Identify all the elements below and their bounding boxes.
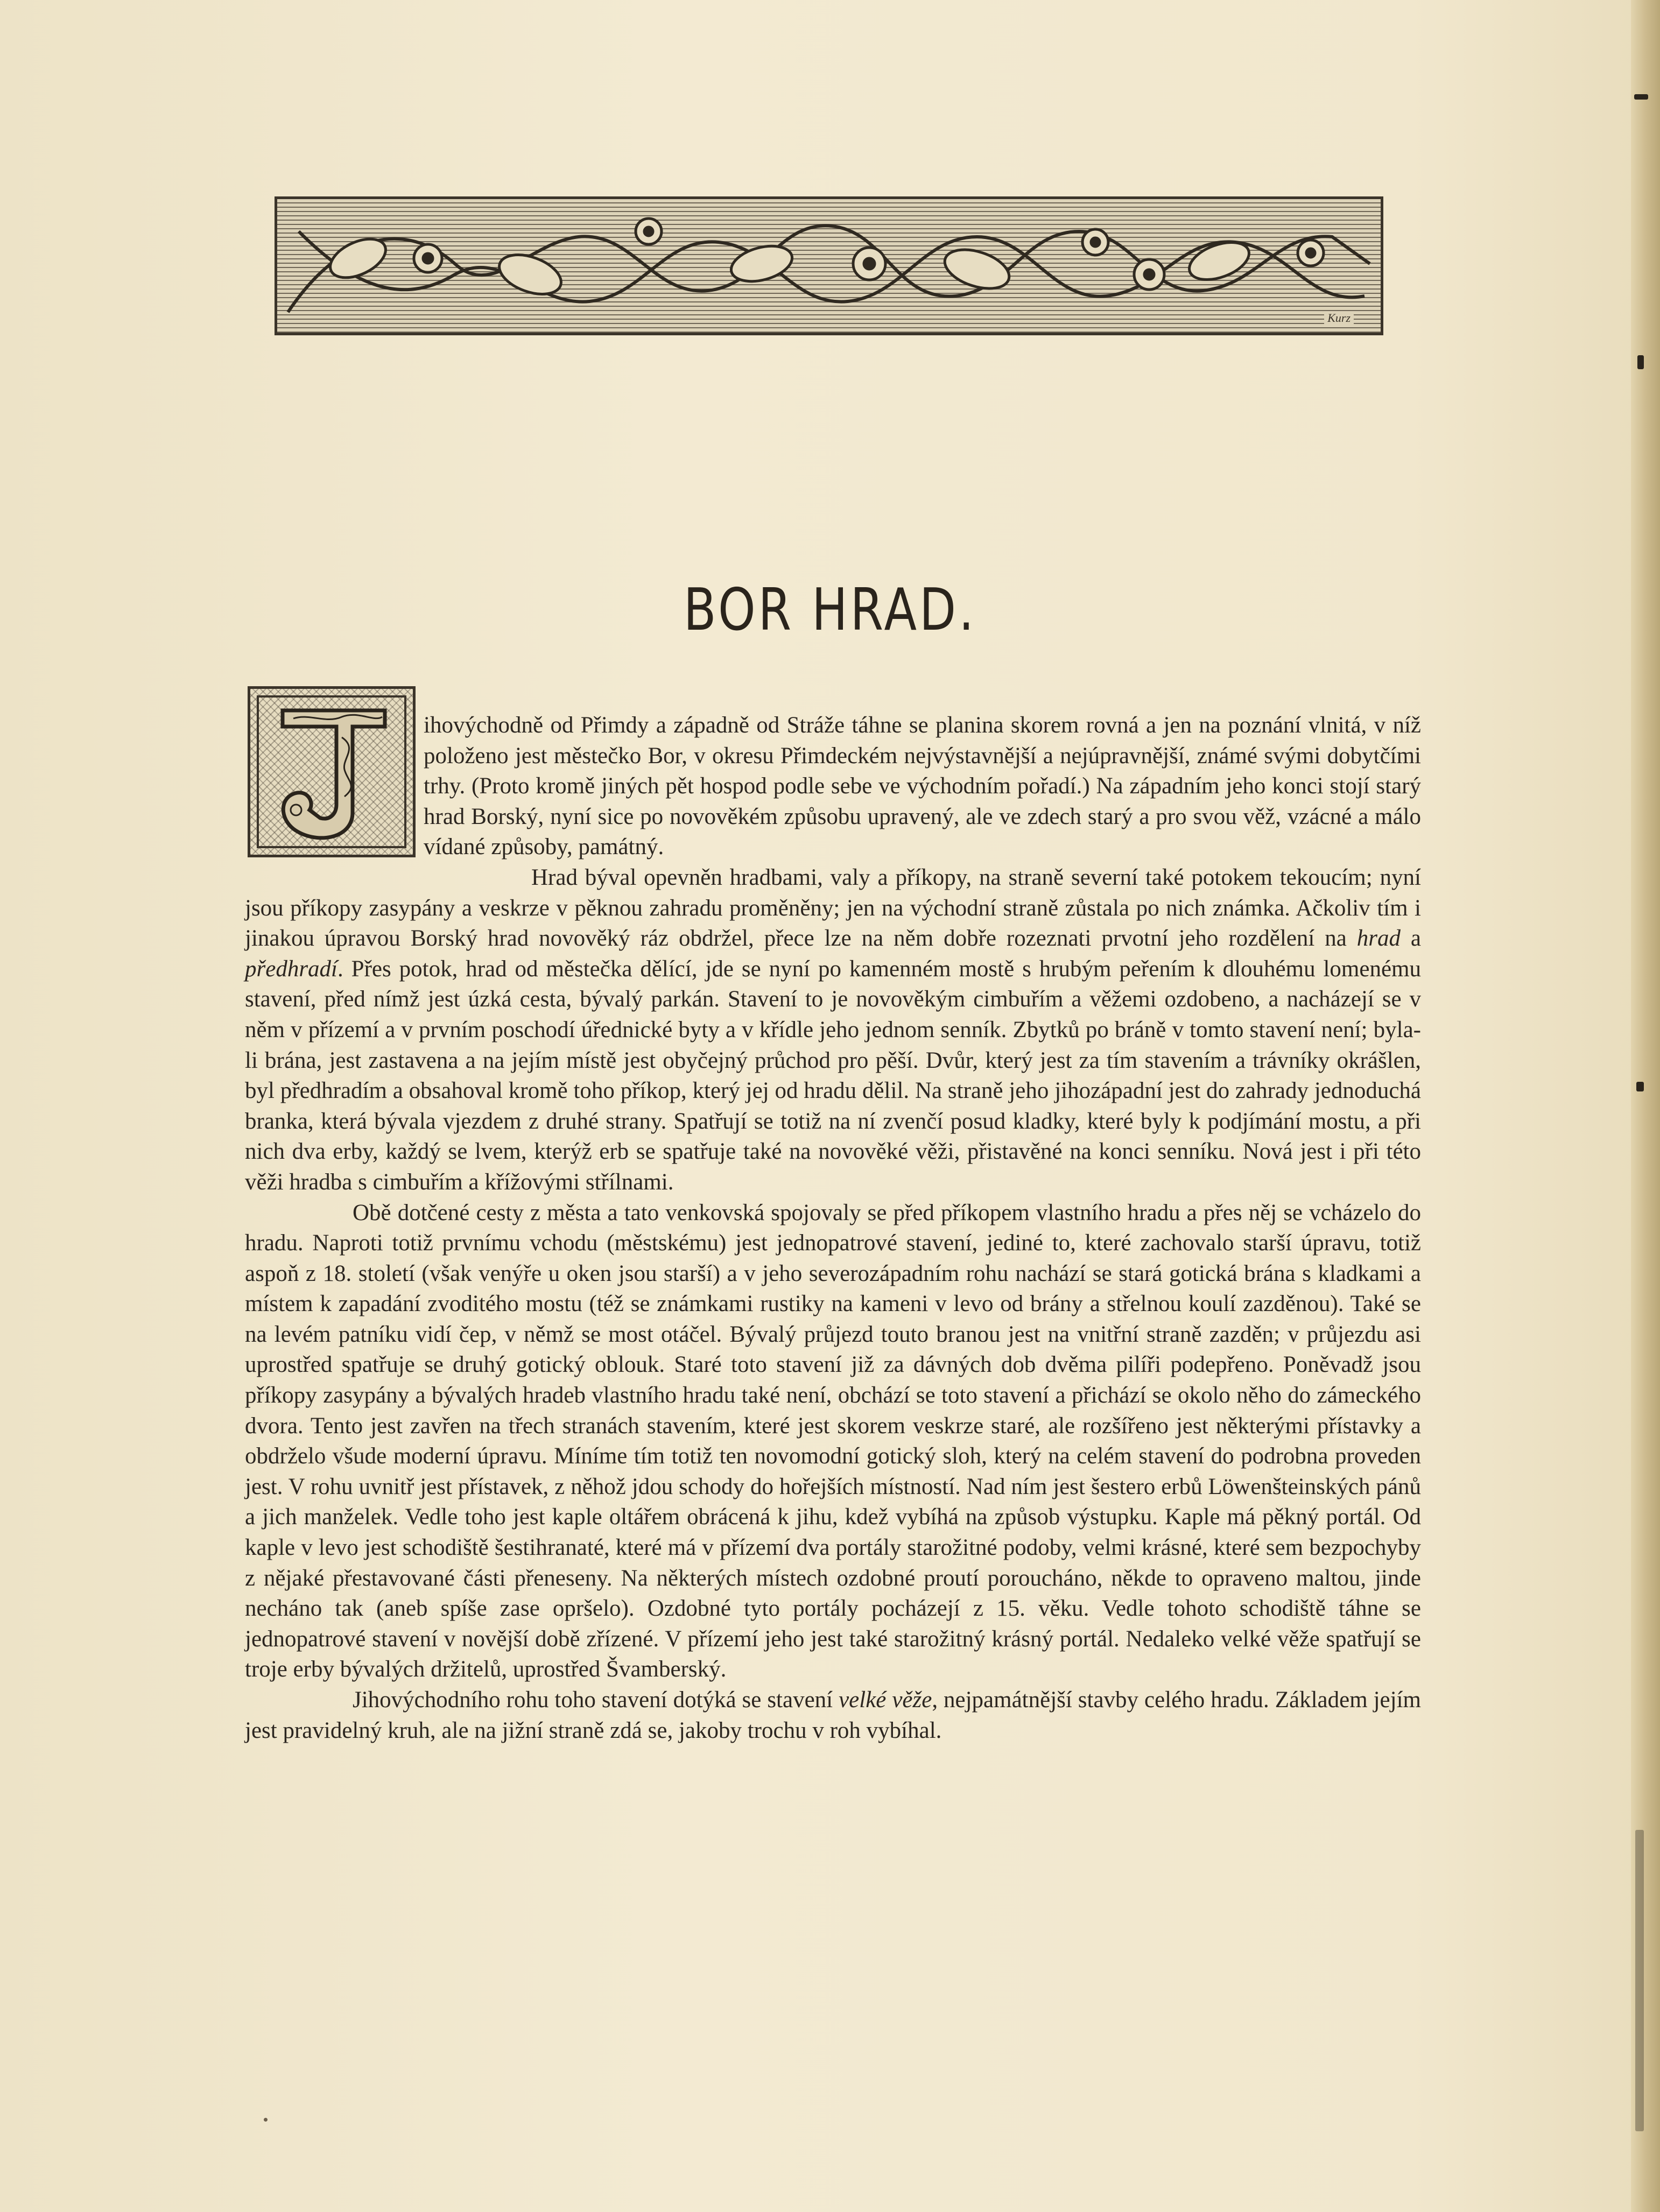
initial-spacer — [245, 705, 424, 883]
ornamental-header-banner — [275, 196, 1383, 335]
article-body — [245, 710, 1421, 1746]
edge-mark — [1635, 1830, 1644, 2131]
paragraph-4 — [245, 1685, 1421, 1746]
engraver-signature: Kurz — [1324, 311, 1354, 325]
edge-mark — [1636, 1082, 1644, 1091]
paragraph-4-text-a: Jihovýchodního rohu toho stavení dotýká se stavení — [353, 1687, 839, 1713]
paragraph-2-conjunction: a — [1401, 926, 1421, 952]
term-hrad: hrad — [1356, 926, 1401, 952]
edge-mark — [1634, 94, 1648, 100]
term-velke-veze: velké věže — [839, 1687, 932, 1713]
paragraph-2-text-a: Hrad býval opevněn hradbami, valy a příkopy, na straně severní také potokem tekoucím; nyní jsou příkopy zasypány a veskrze v pěknou zahradu proměněny; jen na východní straně zůstala po nich známka. Ačkoliv tím i jinakou úpravou Borský hrad novověký ráz obdržel, přece lze na něm dobře rozeznati prvotní jeho rozdělení na — [245, 864, 1421, 952]
paragraph-2 — [245, 863, 1421, 1198]
paragraph-4-text-b: , nejpamátnější stavby celého hradu. Základem jejím jest pravidelný kruh, ale na jižní straně zdá se, jakoby trochu v roh vybíhal. — [245, 1687, 1421, 1743]
paragraph-3: Obě dotčené cesty z města a tato venkovská spojovaly se před příkopem vlastního hradu a přes něj se vcházelo do hradu. Naproti totiž prvnímu vchodu (městskému) jest jednopatrové stavení, jediné to, které zachovalo starší úpravu, totiž aspoň z 18. století (však venýře u oken jsou starší) a v jeho severozápadním rohu nachází se stará gotická brána s kladkami a místem k zapadání zvoditého mostu (též se známkami rustiky na kameni v levo od brány a střelnou koulí zazděnou). Také se na levém patníku vidí čep, v němž se most otáčel. Bývalý průjezd touto branou jest na vnitřní straně zazděn; v průjezdu asi uprostřed spatřuje se druhý gotický oblouk. Staré toto stavení již za dávných dob dvěma pilíři podepřeno. Poněvadž jsou příkopy zasypány a bývalých hradeb vlastního hradu také není, obchází se toto stavení a přichází se okolo něho do zámeckého dvora. Tento jest zavřen na třech stranách stavením, které jest skorem veskrze staré, ale rozšířeno jest některými přístavky a obdrželo všude moderní úpravu. Míníme tím totiž ten novomodní gotický sloh, který na celém stavení do podrobna proveden jest. V rohu uvnitř jest přístavek, z něhož jdou schody do hořejších místností. Nad ním jest šestero erbů Löwenšteinských pánů a jich manželek. Vedle toho jest kaple oltářem obrácená k jihu, kdež vybíhá na způsob výstupku. Kaple má pěkný portál. Od kaple v levo jest schodiště šestihranaté, které má v přízemí dva portály starožitné podoby, velmi krásné, které sem bezpochyby z nějaké přestavované části přeneseny. Na některých místech ozdobné proutí poroucháno, někde to opraveno maltou, jinde necháno tak (aneb spíše zase opršelo). Ozdobné tyto portály pocházejí z 15. věku. Vedle tohoto schodiště táhne se jednopatrové stavení v novější době zřízené. V přízemí jeho jest také starožitný krásný portál. Nedaleko velké věže spatřují se troje erby bývalých držitelů, uprostřed Švamberský. — [245, 1200, 1421, 1682]
paragraph-1 — [245, 710, 1421, 863]
edge-mark — [1637, 355, 1644, 369]
paragraph-2-text-b: . Přes potok, hrad od městečka dělící, jde se nyní po kamenném mostě s hrubým peřením k dlouhému lomenému stavení, před nímž jest úzká cesta, bývalý parkán. Stavení to je novověkým cimbuřím a věžemi ozdobeno, a nacházejí se v něm v přízemí a v prvním poschodí úřednické byty a v křídle jeho jednom senník. Zbytků po bráně v tomto stavení není; byla-li brána, jest zastavena a na jejím místě jest obyčejný průchod pro pěší. Dvůr, který jest za tím stavením a trávníky okrášlen, byl předhradím a obsahoval kromě toho příkop, který jej od hradu dělil. Na straně jeho jihozápadní jest do zahrady jednoduchá branka, která bývala vjezdem z druhé strany. Spatřují se totiž na ní zvenčí posud kladky, které byly k podjímání mostu, a při nich dva erby, každý se lvem, kterýž erb se spatřuje také na novověké věži, přistavěné na konci senníku. Nová jest i při této věži hradba s cimbuřím a křížovými střílnami. — [245, 956, 1421, 1195]
floral-scroll-ornament — [277, 199, 1381, 333]
paper-speck — [264, 2118, 268, 2122]
paragraph-1-text: ihovýchodně od Přimdy a západně od Stráže táhne se planina skorem rovná a jen na poznání vlnitá, v níž položeno jest městečko Bor, v okresu Přimdeckém nejvýstavnější a nejúpravnější, známé svými dobytčími trhy. (Proto kromě jiných pět hospod podle sebe ve východním pořadí.) Na západním jeho konci stojí starý hrad Borský, nyní sice po novověkém způsobu upravený, ale ve zdech starý a pro svou věž, vzácné a málo vídané způsoby, památný. — [424, 713, 1421, 860]
page-title: BOR HRAD. — [683, 576, 977, 644]
term-predhradi: předhradí — [245, 956, 337, 982]
